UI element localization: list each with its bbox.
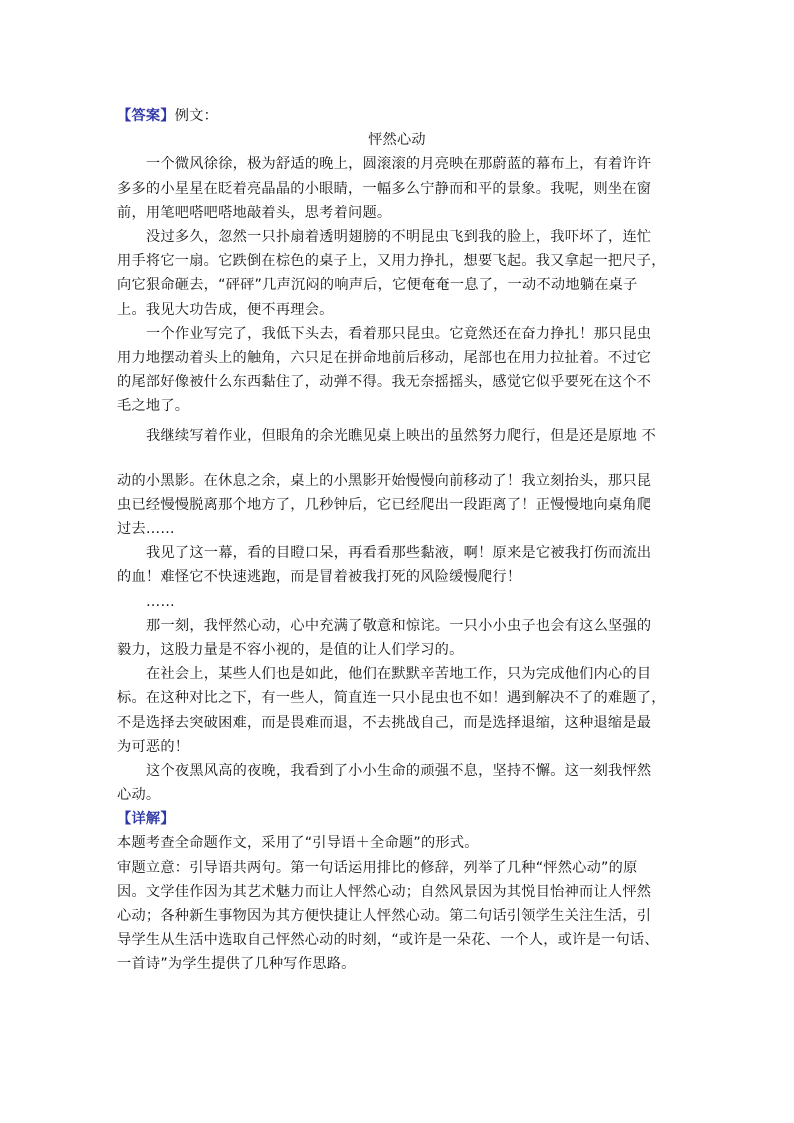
- essay-line: 过去……: [117, 521, 175, 537]
- essay-line: 没过多久，忽然一只扑扇着透明翅膀的不明昆虫飞到我的脸上，我吓坏了，连忙: [146, 228, 652, 245]
- essay-line: 的尾部好像被什么东西黏住了，动弹不得。我无奈摇摇头，感觉它似乎要死在这个不: [117, 374, 652, 391]
- detail-line: 导学生从生活中选取自己怦然心动的时刻，“或许是一朵花、一个人，或许是一句话、: [117, 932, 659, 949]
- document-page: [117, 104, 677, 977]
- detail-tag: 【详解】: [117, 811, 175, 828]
- essay-line: 向它狠命砸去，“砰砰”几声沉闷的响声后，它便奄奄一息了，一动不动地躺在桌子: [117, 277, 638, 294]
- essay-line: 虫已经慢慢脱离那个地方了，几秒钟后，它已经爬出一段距离了！正慢慢地向桌角爬: [117, 496, 652, 513]
- essay-line: 这个夜黑风高的夜晚，我看到了小小生命的顽强不息，坚持不懈。这一刻我怦然: [146, 762, 652, 779]
- answer-heading: [117, 104, 677, 128]
- detail-line: 本题考查全命题作文，采用了“引导语＋全命题”的形式。: [117, 835, 479, 852]
- detail-heading: [117, 807, 677, 831]
- essay-line: 那一刻，我怦然心动，心中充满了敬意和惊诧。一只小小虫子也会有这么坚强的: [146, 617, 652, 634]
- essay-title: 怦然心动: [368, 132, 426, 149]
- essay-line: 在社会上，某些人们也是如此，他们在默默辛苦地工作，只为完成他们内心的目: [146, 666, 652, 683]
- answer-lead: 例文：: [174, 108, 219, 124]
- essay-line: 心动。: [117, 787, 161, 804]
- essay-line: 用力地摆动着头上的触角，六只足在拼命地前后移动，尾部也在用力拉扯着。不过它: [117, 349, 652, 366]
- essay-line: 一个微风徐徐，极为舒适的晚上，圆滚滚的月亮映在那蔚蓝的幕布上，有着许许: [146, 156, 652, 173]
- answer-tag: 【答案】: [117, 108, 175, 124]
- essay-line: 动的小黑影。在休息之余，桌上的小黑影开始慢慢向前移动了！我立刻抬头，那只昆: [117, 472, 652, 489]
- essay-line: 一个作业写完了，我低下头去，看着那只昆虫。它竟然还在奋力挣扎！那只昆虫: [146, 325, 652, 342]
- essay-line: 毅力，这股力量是不容小视的，是值的让人们学习的。: [117, 641, 464, 658]
- detail-line: 因。文学佳作因为其艺术魅力而让人怦然心动；自然风景因为其悦目怡神而让人怦然: [117, 883, 652, 900]
- essay-line: 的血！难怪它不快速逃跑，而是冒着被我打死的风险缓慢爬行！: [117, 569, 522, 586]
- essay-line: 毛之地了。: [117, 398, 190, 415]
- essay-line: 前，用笔吧嗒吧嗒地敲着头，思考着问题。: [117, 204, 392, 221]
- detail-line: 审题立意：引导语共两句。第一句话运用排比的修辞，列举了几种“怦然心动”的原: [117, 859, 638, 876]
- essay-line: 用手将它一扇。它跌倒在棕色的桌子上，又用力挣扎，想要飞起。我又拿起一把尺子，: [117, 253, 666, 270]
- essay-line: 不是选择去突破困难，而是畏难而退，不去挑战自己，而是选择退缩，这种退缩是最: [117, 714, 652, 731]
- essay-line: 多多的小星星在眨着亮晶晶的小眼睛，一幅多么宁静而和平的景象。我呢，则坐在窗: [117, 180, 652, 197]
- detail-line: 一首诗”为学生提供了几种写作思路。: [117, 956, 356, 973]
- essay-ellipsis: ……: [146, 593, 175, 610]
- essay-line: 上。我见大功告成，便不再理会。: [117, 301, 334, 318]
- essay-line: 为可恶的！: [117, 738, 190, 755]
- essay-line: 我继续写着作业，但眼角的余光瞧见桌上映出的虽然努力爬行，但是还是原地 不: [146, 428, 657, 445]
- essay-line: 标。在这种对比之下，有一些人，简直连一只小昆虫也不如！遇到解决不了的难题了，: [117, 690, 666, 707]
- detail-line: 心动；各种新生事物因为其方便快捷让人怦然心动。第二句话引领学生关注生活，引: [117, 908, 652, 924]
- essay-line: 我见了这一幕，看的目瞪口呆，再看看那些黏液，啊！原来是它被我打伤而流出: [146, 545, 652, 562]
